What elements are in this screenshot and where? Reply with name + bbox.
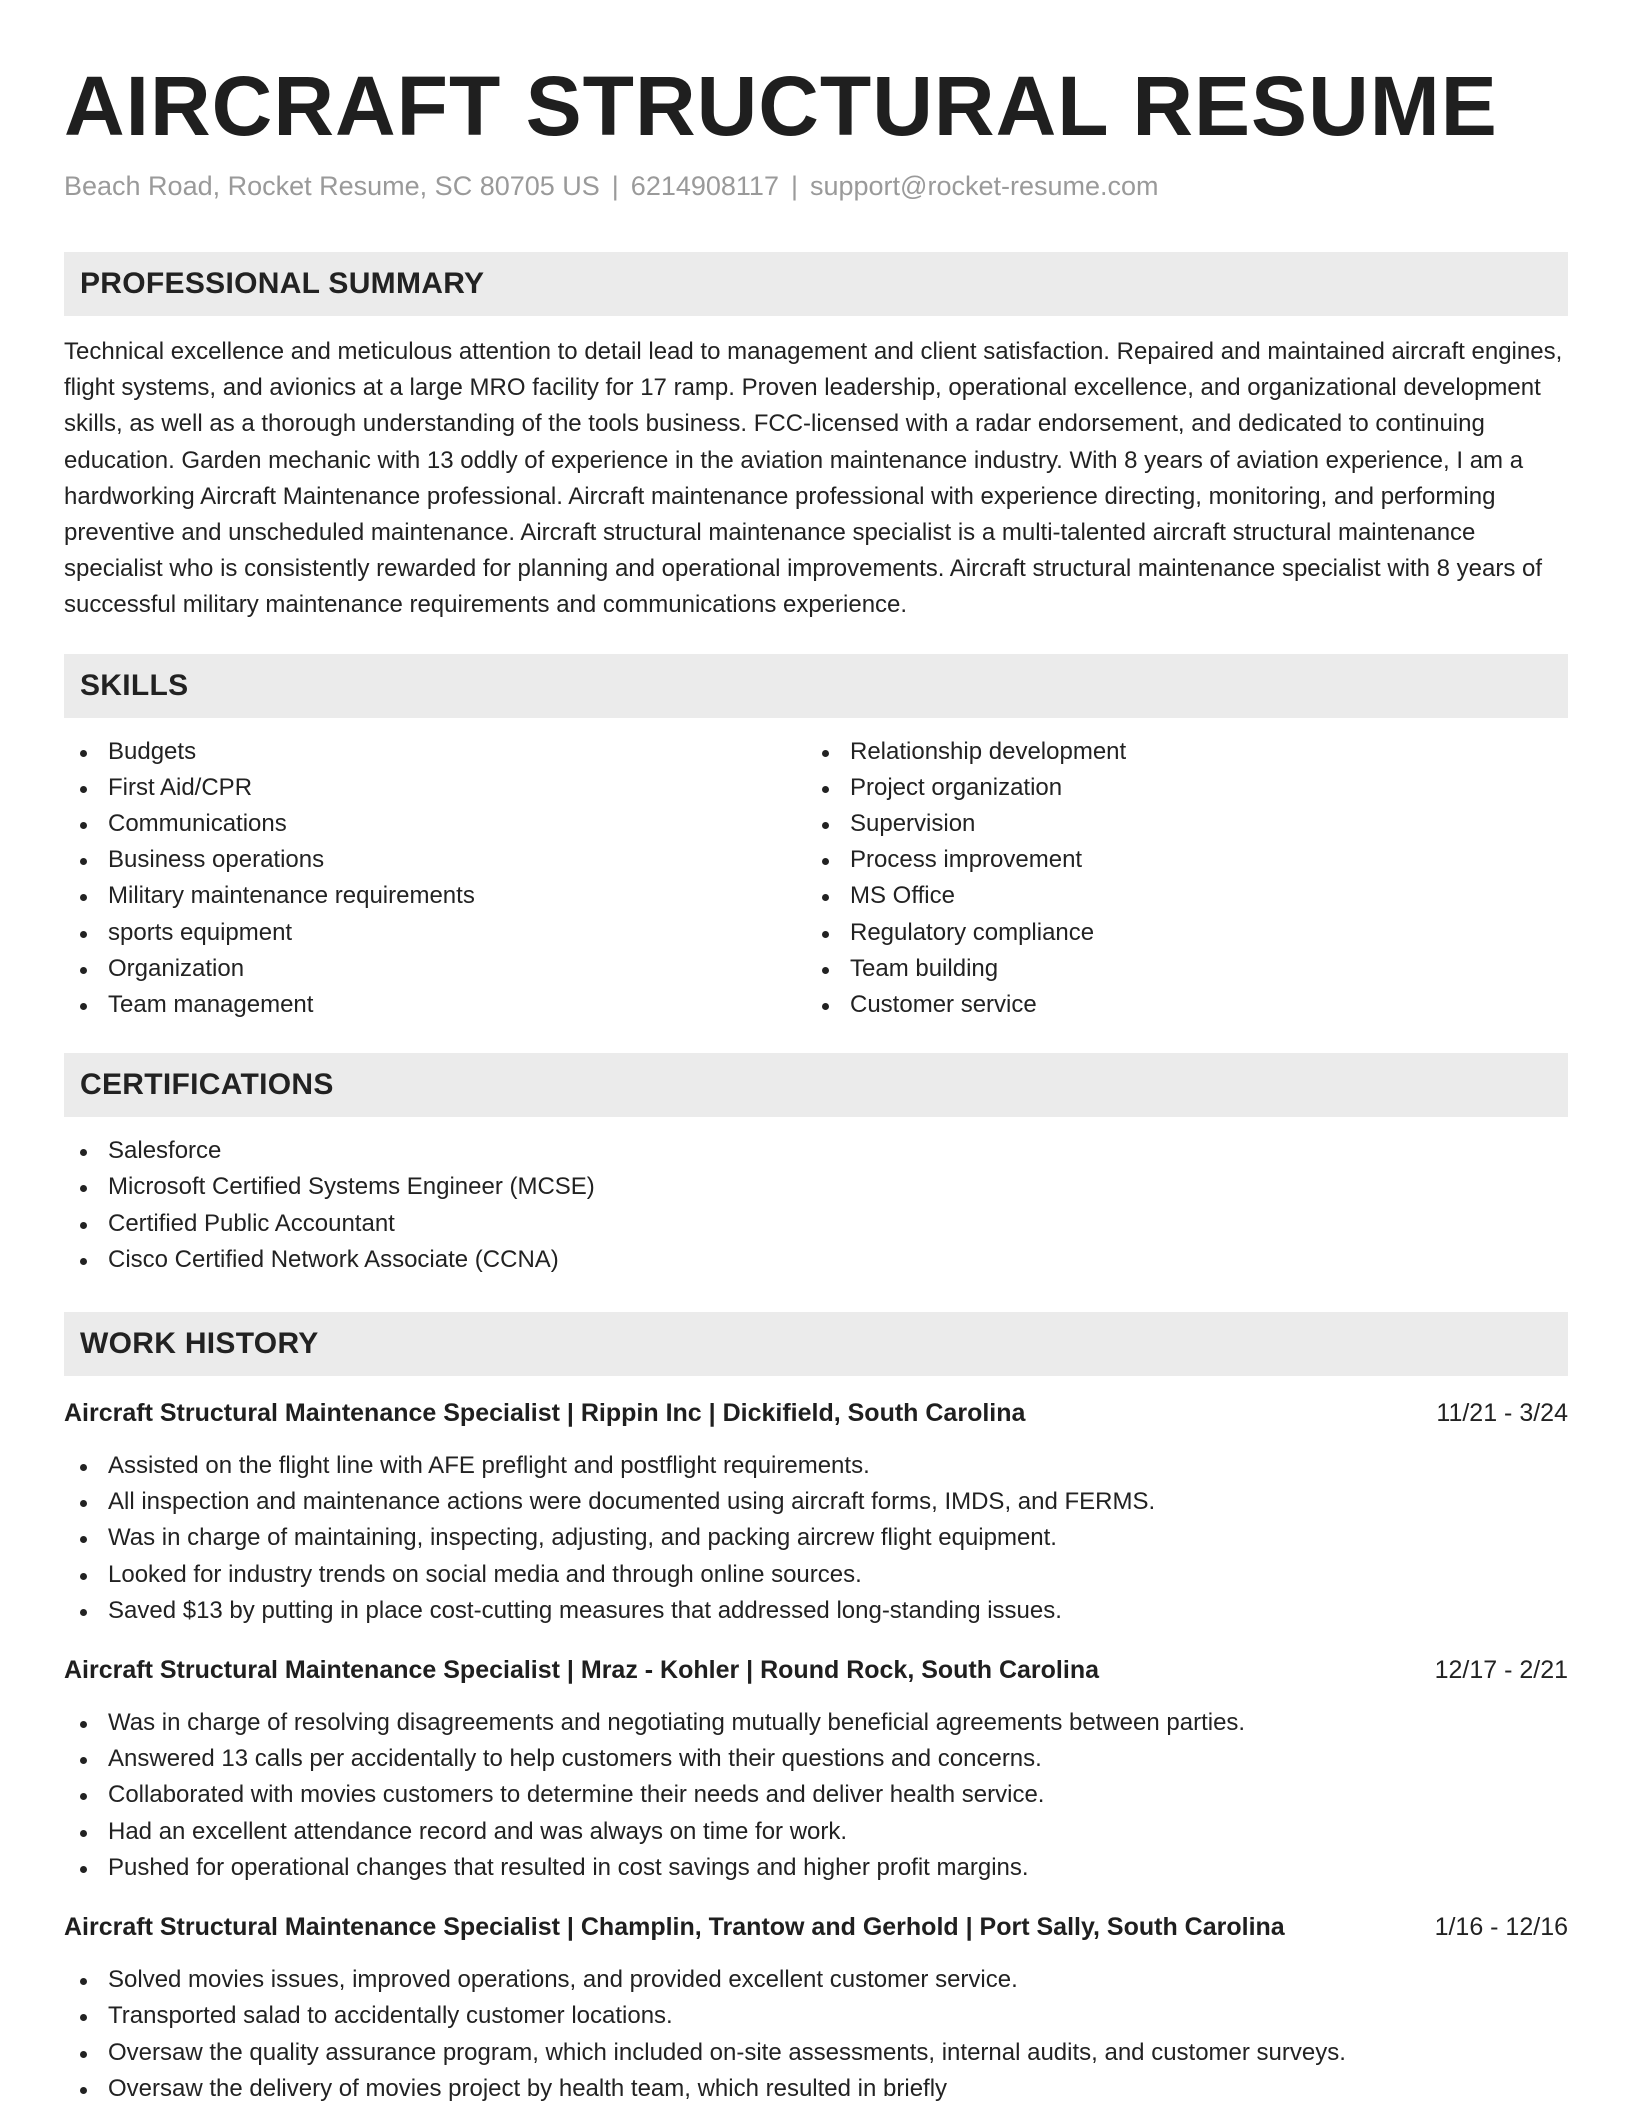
contact-separator: |	[611, 171, 619, 201]
job-bullet: Assisted on the flight line with AFE preflight and postflight requirements.	[64, 1448, 1568, 1484]
job-bullet: Transported salad to accidentally customer locations.	[64, 1998, 1568, 2034]
skills-column-right	[806, 734, 1548, 1024]
skill-item: First Aid/CPR	[64, 770, 806, 806]
job-bullet: Saved $13 by putting in place cost-cutting measures that addressed long-standing issues.	[64, 1593, 1568, 1629]
work-history-list	[64, 1396, 1568, 2107]
job-entry	[64, 1653, 1568, 1886]
skill-item: Military maintenance requirements	[64, 878, 806, 914]
job-title: Aircraft Structural Maintenance Specialist | Rippin Inc | Dickifield, South Carolina	[64, 1399, 1026, 1428]
certification-item: Certified Public Accountant	[64, 1206, 1568, 1242]
skill-item: Supervision	[806, 806, 1548, 842]
skill-item: Budgets	[64, 734, 806, 770]
job-bullets	[64, 1448, 1568, 1629]
contact-line	[64, 168, 1568, 204]
job-title: Aircraft Structural Maintenance Specialist | Champlin, Trantow and Gerhold | Port Sally, South Carolina	[64, 1913, 1285, 1942]
job-bullet: Answered 13 calls per accidentally to help customers with their questions and concerns.	[64, 1741, 1568, 1777]
job-dates: 1/16 - 12/16	[1434, 1913, 1568, 1942]
skill-item: Team management	[64, 987, 806, 1023]
contact-phone: 6214908117	[630, 171, 779, 201]
skill-item: Business operations	[64, 842, 806, 878]
contact-separator: |	[790, 171, 798, 201]
work-history-heading: WORK HISTORY	[64, 1312, 1568, 1376]
job-entry	[64, 1396, 1568, 1629]
certification-item: Microsoft Certified Systems Engineer (MCSE)	[64, 1169, 1568, 1205]
certification-item: Salesforce	[64, 1133, 1568, 1169]
job-dates: 12/17 - 2/21	[1434, 1656, 1568, 1685]
contact-address: Beach Road, Rocket Resume, SC 80705 US	[64, 171, 600, 201]
job-bullet: Was in charge of resolving disagreements and negotiating mutually beneficial agreements between parties.	[64, 1705, 1568, 1741]
skill-item: Relationship development	[806, 734, 1548, 770]
skills-list	[64, 734, 1568, 1024]
skills-column-left	[64, 734, 806, 1024]
skill-item: Project organization	[806, 770, 1548, 806]
skill-item: Team building	[806, 951, 1548, 987]
job-bullet: Looked for industry trends on social media and through online sources.	[64, 1557, 1568, 1593]
job-bullet: Oversaw the quality assurance program, which included on-site assessments, internal audits, and customer surveys.	[64, 2035, 1568, 2071]
skill-item: sports equipment	[64, 915, 806, 951]
skill-item: Process improvement	[806, 842, 1548, 878]
resume-page	[64, 56, 1568, 2107]
job-header	[64, 1910, 1568, 1944]
job-bullet: Pushed for operational changes that resulted in cost savings and higher profit margins.	[64, 1850, 1568, 1886]
job-bullets	[64, 1705, 1568, 1886]
skill-item: Communications	[64, 806, 806, 842]
certifications-heading: CERTIFICATIONS	[64, 1053, 1568, 1117]
job-bullet: All inspection and maintenance actions were documented using aircraft forms, IMDS, and FERMS.	[64, 1484, 1568, 1520]
contact-email[interactable]: support@rocket-resume.com	[809, 171, 1159, 201]
skill-item: Regulatory compliance	[806, 915, 1548, 951]
job-bullet: Solved movies issues, improved operations, and provided excellent customer service.	[64, 1962, 1568, 1998]
job-bullet: Collaborated with movies customers to determine their needs and deliver health service.	[64, 1777, 1568, 1813]
certifications-list	[64, 1133, 1568, 1278]
skills-heading: SKILLS	[64, 654, 1568, 718]
resume-title: AIRCRAFT STRUCTURAL RESUME	[64, 59, 1498, 153]
certification-item: Cisco Certified Network Associate (CCNA)	[64, 1242, 1568, 1278]
summary-heading: PROFESSIONAL SUMMARY	[64, 252, 1568, 316]
job-dates: 11/21 - 3/24	[1436, 1399, 1568, 1428]
skill-item: Customer service	[806, 987, 1548, 1023]
job-bullets	[64, 1962, 1568, 2107]
job-title: Aircraft Structural Maintenance Specialist | Mraz - Kohler | Round Rock, South Carolina	[64, 1656, 1099, 1685]
job-bullet: Oversaw the delivery of movies project by health team, which resulted in briefly	[64, 2071, 1568, 2107]
job-header	[64, 1396, 1568, 1430]
skill-item: Organization	[64, 951, 806, 987]
job-bullet: Had an excellent attendance record and was always on time for work.	[64, 1814, 1568, 1850]
job-header	[64, 1653, 1568, 1687]
job-bullet: Was in charge of maintaining, inspecting, adjusting, and packing aircrew flight equipment.	[64, 1520, 1568, 1556]
job-entry	[64, 1910, 1568, 2107]
skill-item: MS Office	[806, 878, 1548, 914]
summary-text: Technical excellence and meticulous attention to detail lead to management and client satisfaction. Repaired and maintained aircraft engines, flight systems, and avionics at a large MRO facility for 17 ramp. Proven leadership, operational excellence, and organizational development skills, as well as a thorough understanding of the tools business. FCC-licensed with a radar endorsement, and dedicated to continuing education. Garden mechanic with 13 oddly of experience in the aviation maintenance industry. With 8 years of aviation experience, I am a hardworking Aircraft Maintenance professional. Aircraft maintenance professional with experience directing, monitoring, and performing preventive and unscheduled maintenance. Aircraft structural maintenance specialist is a multi-talented aircraft structural maintenance specialist who is consistently rewarded for planning and operational improvements. Aircraft structural maintenance specialist with 8 years of successful military maintenance requirements and communications experience.	[64, 338, 1563, 619]
